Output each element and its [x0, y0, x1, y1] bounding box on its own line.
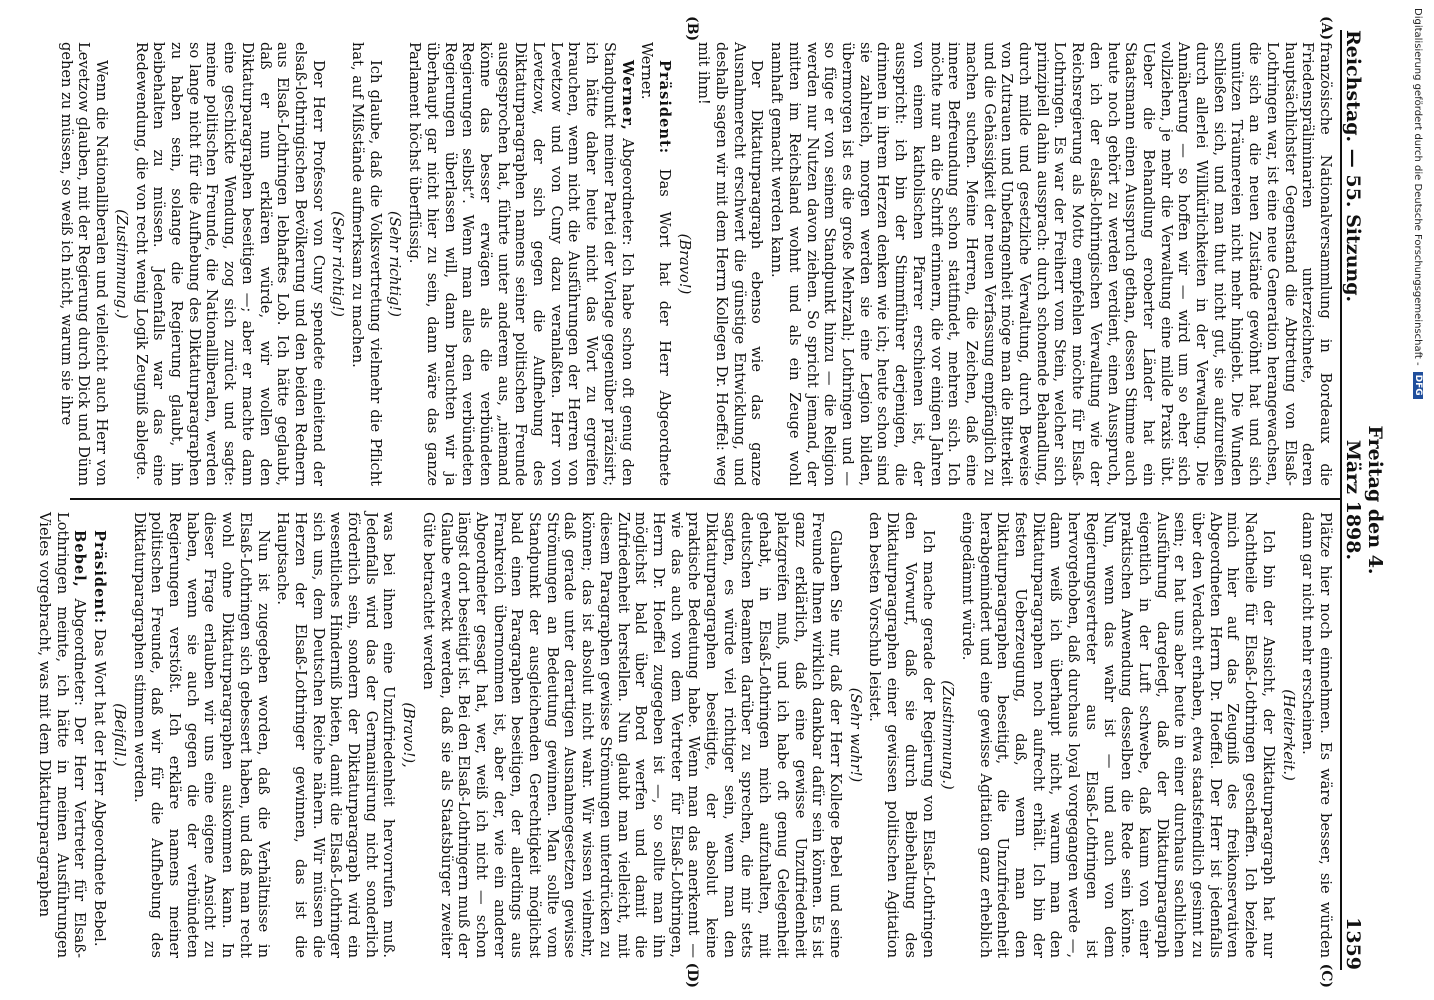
dfg-logo: DFG [1413, 372, 1423, 399]
paragraph: Ich glaube, daß die Volksvertretung vielmehr die Pflicht hat, auf Mißstände aufmerksam zu machen. [349, 42, 384, 486]
page-header [1340, 30, 1386, 970]
credit-text: Digitalisierung gefördert durch die Deutsche Forschungsgemeinschaft - [1412, 8, 1424, 366]
paragraph: Plätze hier noch einnehmen. Es wäre besser, sie würden dann gar nicht mehr erscheinen. [1299, 512, 1334, 958]
page-number: 1359 [1342, 917, 1364, 970]
paragraph-text: Das Wort hat der Herr Abgeordnete Bebel. [91, 628, 109, 947]
paragraph: Der Diktaturparagraph ebenso wie das ganze Ausnahmerecht erschwert die günstige Entwicklung, und deshalb sagen wir mit dem Herrn Kollegen Dr. Hoeffel: weg mit ihm! [695, 42, 766, 486]
president-paragraph [90, 512, 108, 958]
margin-marker-b: (B) [684, 16, 700, 42]
paragraph-text: Das Wort hat der Herr Abgeordnete Werner. [638, 42, 673, 486]
interjection: (Heiterkeit.) [1279, 689, 1297, 781]
paragraph: Glauben Sie nur, daß der Herr Kollege Bebel und seine Freunde Ihnen wirklich dankbar dafür sein können. Es ist ganz erklärlich, daß eine gewisse Unzufriedenheit platzgreifen muß, und ich habe oft genug Gelegenheit gehabt, in Elsaß-Lothringen mich aufzuhalten, mit deutschen Beamten darüber zu sprechen, die mir stets sagten, es würde viel richtiger sein, wenn man den Diktaturparagraphen beseitigte, der absolut keine praktische Bedeutung habe. Wenn man das anerkennt — wie das auch von dem Vertreter für Elsaß-Lothringen, Herrn Dr. Hoeffel zugegeben ist —, so sollte man ihn möglichst bald über Bord werfen und damit die Zufriedenheit herstellen. Nun glaubt man vielleicht, mit diesem Paragraphen gewisse Strömungen unterdrücken zu können; das ist absolut nicht wahr. Wir wissen vielmehr, daß gerade unter derartigen Ausnahmegesetzen gewisse Strömungen an Bedeutung gewinnen. Man sollte vom Standpunkt der ausgleichenden Gerechtigkeit möglichst bald einen Paragraphen beseitigen, der allerdings aus Frankreich übernommen ist, aber der, wie ein anderer Abgeordneter gesagt hat, wer, weiß ich nicht — schon längst dort beseitigt ist. Bei den Elsaß-Lothringern muß der Glaube erweckt werden, daß sie als Staatsbürger zweiter Güte betrachtet werden [419, 512, 845, 958]
speaker-name: Bebel, [71, 530, 89, 588]
paragraph: französische Nationalversammlung in Bordeaux die Friedenspräliminarien unterzeichnete, deren hauptsächlichster Gegenstand die Abtretung von Elsaß-Lothringen war, ist eine neue Generation herangewachsen, die sich an die neuen Zustände gewöhnt hat und sich unnützen Träumereien nicht mehr hingiebt. Die Wunden schließen sich, und man thut nicht gut, sie aufzureißen durch allerlei Willkürlichkeiten in der Verwaltung. Die Annäherung — so hoffen wir — wird um so eher sich vollziehen, je mehr die Verwaltung eine milde Praxis übt. Ueber die Behandlung eroberter Länder hat ein Staatsmann einen Ausspruch gethan, dessen Stimme auch heute noch gehört zu werden verdient, einen Ausspruch, den ich der elsaß-lothringischen Verwaltung wie der Reichsregierung als Motto empfehlen möchte für Elsaß-Lothringen. Es war der Freiherr vom Stein, welcher sich prinzipiell dahin aussprach: durch schonende Behandlung, durch milde und gesetzliche Verwaltung, durch Beweise von Zutrauen und Unbefangenheit möge man die Bitterkeit und die Gehässigkeit der neuen Verfassung empfänglich zu machen suchen. Meine Herren, die Zeichen, daß eine innere Befreundung schon stattfindet, mehren sich. Ich möchte nur an die Schrift erinnern, die vor einigen Jahren von einem katholischen Pfarrer erschienen ist, der ausspricht: ich bin der Stimmführer derjenigen, die drinnen in ihrem Herzen denken wie ich; heute schon sind sie zahlreich, morgen werden sie eine Legion bilden, übermorgen ist es die große Mehrzahl; Lothringen und — so füge er von seinem Standpunkt hinzu — die Religion werden nur Nutzen davon ziehen. So spricht jemand, der mitten im Reichsland wohnt und als ein Zeuge wohl namhaft gemacht werden kann. [768, 42, 1334, 486]
header-date: Freitag den 4. März 1898. [1342, 425, 1386, 575]
speech-paragraph [405, 42, 635, 486]
interjection: (Beifall.) [110, 703, 128, 767]
newspaper-page [36, 16, 1386, 988]
paragraph: Nun ist zugegeben worden, daß die Verhältnisse in Elsaß-Lothringen sich gebessert haben, und daß man recht wohl ohne Diktaturparagraphen auskommen kann. In dieser Frage erlauben wir uns eine eigene Ansicht zu haben, wenn sie auch gegen die der verbündeten Regierungen verstößt. Ich erkläre namens meiner politischen Freunde, daß wir für die Aufhebung des Diktaturparagraphen stimmen werden. [130, 512, 272, 958]
paragraph: Wenn die Nationalliberalen und vielleicht auch Herr von Levetzow glauben, mit der Regierung durch Dick und Dünn gehen zu müssen, so weiß ich nicht, warum sie ihre [57, 42, 111, 486]
interjection: (Sehr wahr!) [846, 687, 864, 783]
margin-marker-d: (D) [684, 962, 700, 988]
interjection: (Zustimmung.) [939, 680, 957, 790]
interjection: (Bravo!) [675, 233, 693, 295]
paragraph: Ich bin der Ansicht, der Diktaturparagraph hat nur Nachtheile für Elsaß-Lothringen geschaffen. Ich beziehe mich hier auf das Zeugniß des freikonservativen Abgeordneten Herrn Dr. Hoeffel. Der Herr ist jedenfalls über den Verdacht erhaben, etwa staatsfeindlich gesinnt zu sein; er hat uns aber heute in einer durchaus sachlichen Ausführung dargelegt, daß der Diktaturparagraph eigentlich in der Luft schwebe, daß kaum von einer praktischen Anwendung desselben die Rede sein könne. Nun, wenn das wahr ist — und auch von dem Regierungsvertreter aus Elsaß-Lothringen ist hervorgehoben, daß durchaus loyal vorgegangen werde —, dann weiß ich überhaupt nicht, warum man den Diktaturparagraphen noch aufrecht erhält. Ich bin der festen Ueberzeugung, daß, wenn man den Diktaturparagraphen beseitigt, die Unzufriedenheit herabgemindert und eine gewisse Agitation ganz erheblich eingedämmt würde. [958, 512, 1277, 958]
columns [36, 16, 1340, 988]
interjection: (Sehr richtig!) [329, 211, 347, 317]
interjection: (Bravo!), [400, 702, 418, 768]
president-paragraph [638, 42, 673, 486]
speech-paragraph [35, 512, 88, 958]
margin-marker-a: (A) [1318, 16, 1334, 41]
right-column [36, 500, 1340, 988]
speaker-name: Präsident: [655, 60, 673, 155]
left-column [57, 16, 1340, 500]
speaker-name: Präsident: [91, 530, 109, 625]
paragraph: was bei ihnen eine Unzufriedenheit hervorrufen muß. Jedenfalls wird das der Germanisirung nicht sonderlich förderlich sein, sondern der Diktaturparagraph wird ein wesentliches Hinderniß bieten, damit die Elsaß-Lothringer sich uns, dem Deutschen Reiche nähern. Wir müssen die Herzen der Elsaß-Lothringer gewinnen, das ist die Hauptsache. [274, 512, 398, 958]
paragraph-text: Abgeordneter: Der Herr Vertreter für Elsaß-Lothringen meinte, ich hätte in meinen Ausführungen Vieles vorgebracht, was mit dem Diktaturparagraphen [36, 512, 89, 959]
paragraph-text: Abgeordneter: Ich habe schon oft genug den Standpunkt meiner Partei der Vorlage gegenüber präzisirt; ich hätte daher heute nicht das Wort zu ergreifen brauchen, wenn nicht die Ausführungen der Herren von Levetzow und von Cuny dazu veranlaßten. Herr von Levetzow, der sich gegen die Aufhebung des Diktaturparagraphen namens seiner politischen Freunde ausgesprochen hat, führte unter anderem aus, „niemand könne das besser erwägen als die verbündeten Regierungen selbst“. Wenn man alles den verbündeten Regierungen überlassen will, dann brauchten wir ja überhaupt gar nicht hier zu sein, dann wäre das ganze Parlament höchst überflüssig. [406, 42, 636, 486]
speaker-name: Werner, [618, 60, 636, 131]
interjection: (Sehr richtig!) [386, 211, 404, 317]
digitization-credit [1408, 8, 1428, 992]
margin-marker-c: (C) [1318, 963, 1334, 988]
paragraph: Ich mache gerade der Regierung von Elsaß-Lothringen den Vorwurf, daß sie durch Beibehaltung des Diktaturparagraphen einer gewissen politischen Agitation den besten Vorschub leistet. [866, 512, 937, 958]
paragraph: Der Herr Professor von Cuny spendete einleitend der elsaß-lothringischen Bevölkerung und den beiden Rednern aus Elsaß-Lothringen lebhaftes Lob. Ich hätte geglaubt, daß er nun erklären würde, wir wollen den Diktaturparagraphen beseitigen —; aber er machte dann eine geschickte Wendung, zog sich zurück und sagte: meine politischen Freunde, die Nationalliberalen, werden so lange nicht für die Aufhebung des Diktaturparagraphen zu haben sein, solange die Regierung glaubt, ihn beibehalten zu müssen. Jedenfalls war das eine Redewendung, die von recht wenig Logik Zeugniß ablegte. [132, 42, 327, 486]
header-session: Reichstag. — 55. Sitzung. [1342, 30, 1364, 303]
interjection: (Zustimmung.) [112, 209, 130, 319]
